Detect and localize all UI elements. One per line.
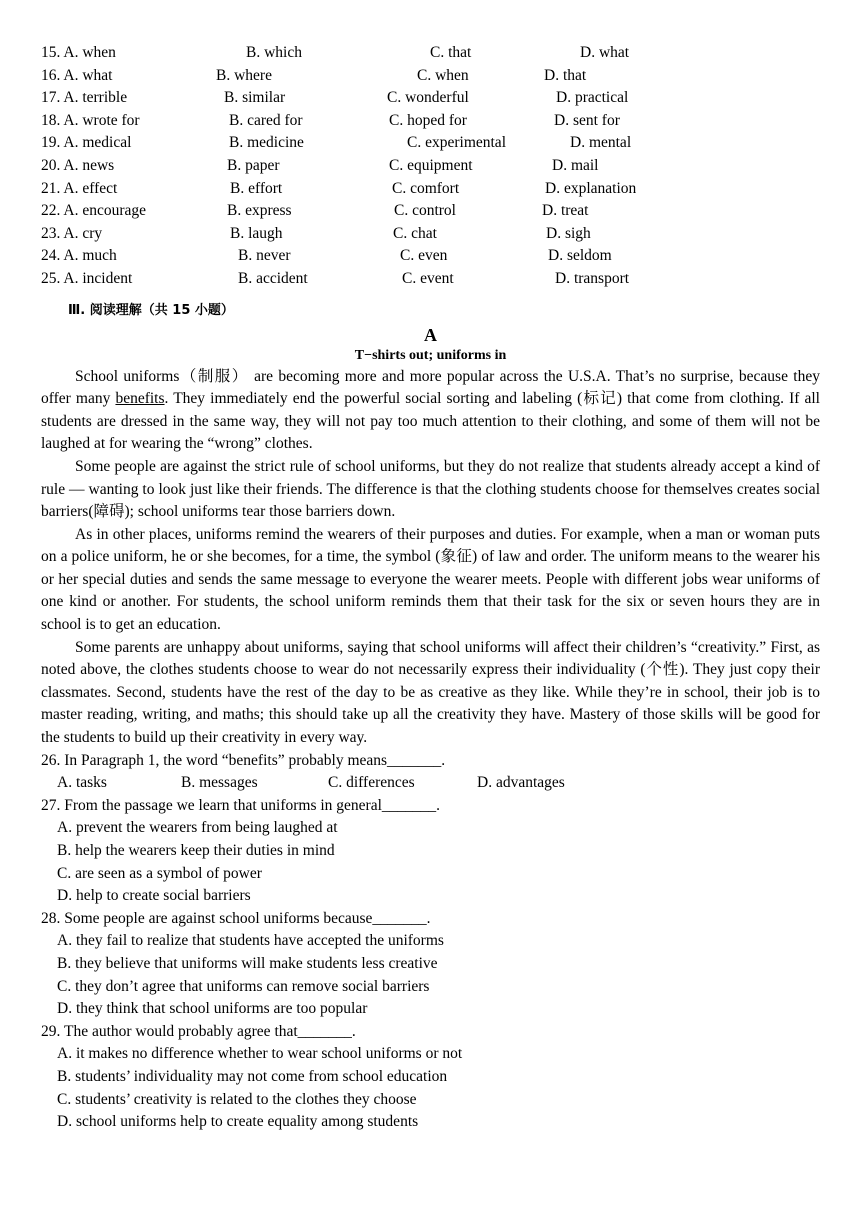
passage-letter: A (424, 324, 437, 345)
option-a: 18. A. wrote for (41, 111, 140, 129)
option-c: C. students’ creativity is related to the clothes they choose (57, 1090, 417, 1108)
option-d: D. seldom (548, 247, 612, 265)
option-b: B. accident (238, 269, 308, 287)
cloze-row-21 (41, 178, 820, 201)
option-a: A. they fail to realize that students have accepted the uniforms (57, 932, 444, 950)
option-a: 21. A. effect (41, 179, 118, 197)
option-d: D. treat (542, 202, 589, 220)
option-c: C. when (417, 66, 469, 84)
option-d: D. transport (555, 269, 630, 287)
option-a: 23. A. cry (41, 224, 103, 242)
option-d: D. what (580, 44, 630, 61)
option-a: A. prevent the wearers from being laughed at (57, 819, 338, 837)
option-a: A. tasks (57, 774, 107, 792)
cloze-options (41, 42, 820, 291)
option-b: B. where (216, 66, 272, 84)
paragraph-1 (41, 366, 820, 456)
option-d: D. advantages (477, 774, 565, 792)
option-a: 17. A. terrible (41, 89, 128, 107)
option-b: B. they believe that uniforms will make students less creative (57, 954, 438, 972)
option-b: B. express (227, 202, 292, 220)
option-b: B. students’ individuality may not come from school education (57, 1067, 448, 1085)
paragraph-3: As in other places, uniforms remind the wearers of their purposes and duties. For example, when a man or woman puts on a police uniform, he or she becomes, for a time, the symbol (象征) of law and order. The uniform means to the wearer his or her special duties and sends the same message to everyone the wearer meets. People with different jobs wear uniforms of one kind or another. For students, the school uniform reminds them that their task for the six or seven hours they are in school is to get an education. (41, 525, 820, 634)
question-26: 26. In Paragraph 1, the word “benefits” probably means_______. (41, 751, 446, 769)
cloze-row-20 (41, 155, 820, 178)
option-b: B. paper (227, 156, 280, 174)
option-d: D. sent for (554, 111, 620, 129)
option-d: D. school uniforms help to create equality among students (57, 1113, 419, 1131)
option-c: C. control (394, 202, 456, 220)
section-heading: Ⅲ. 阅读理解（共 15 小题） (68, 302, 234, 318)
passage-title: T−shirts out; uniforms in (354, 347, 507, 363)
option-c: C. hoped for (389, 111, 467, 129)
option-b: B. similar (224, 89, 286, 107)
option-a: 16. A. what (41, 66, 113, 84)
option-d: D. sigh (546, 224, 591, 242)
question-26-options (41, 772, 820, 795)
option-c: C. wonderful (387, 89, 469, 107)
option-b: B. messages (181, 774, 258, 792)
paragraph-2: Some people are against the strict rule of school uniforms, but they do not realize that students already accept a kind of rule — wanting to look just like their friends. The difference is that the clothing students choose for themselves creates social barriers(障碍); school uniforms tear those barriers down. (41, 457, 820, 521)
option-b: B. which (246, 44, 302, 61)
option-c: C. event (402, 269, 454, 287)
cloze-row-17 (41, 87, 820, 110)
option-d: D. practical (556, 89, 629, 107)
option-a: 15. A. when (41, 44, 116, 61)
option-b: B. medicine (229, 134, 304, 152)
cloze-row-23 (41, 223, 820, 246)
option-c: C. that (430, 44, 472, 61)
option-b: B. never (238, 247, 291, 265)
underlined-word: benefits (115, 390, 165, 408)
paragraph-1-start: School uniforms（制服） are becoming more and more popular across the U.S.A. That’s no surprise, because they offer many (41, 367, 820, 408)
question-28: 28. Some people are against school uniforms because_______. (41, 909, 431, 927)
option-b: B. laugh (230, 224, 283, 242)
question-29: 29. The author would probably agree that_______. (41, 1022, 356, 1040)
option-a: 25. A. incident (41, 269, 133, 287)
option-c: C. even (400, 247, 448, 265)
option-a: 24. A. much (41, 247, 117, 265)
cloze-row-16 (41, 65, 820, 88)
question-27: 27. From the passage we learn that uniforms in general_______. (41, 796, 441, 814)
cloze-row-22 (41, 200, 820, 223)
option-c: C. they don’t agree that uniforms can remove social barriers (57, 977, 430, 995)
option-d: D. mail (552, 156, 599, 174)
paragraph-4: Some parents are unhappy about uniforms, saying that school uniforms will affect their children’s “creativity.” First, as noted above, the clothes students choose to wear do not necessarily express their individuality (个性). They just copy their classmates. Second, students have the rest of the day to be as creative as they like. While they’re in school, their job is to master reading, writing, and maths; this should take up all the creativity they have. Mastery of those skills will be good for the students to build up their creativity in every way. (41, 638, 820, 747)
option-d: D. that (544, 66, 587, 84)
option-b: B. cared for (229, 111, 303, 129)
cloze-row-19 (41, 132, 820, 155)
exam-page (41, 42, 820, 1134)
option-c: C. are seen as a symbol of power (57, 864, 262, 882)
option-a: A. it makes no difference whether to wear school uniforms or not (57, 1045, 463, 1063)
option-d: D. explanation (545, 179, 637, 197)
option-c: C. chat (393, 224, 437, 242)
cloze-row-25 (41, 268, 820, 291)
option-d: D. they think that school uniforms are too popular (57, 1000, 368, 1018)
cloze-row-24 (41, 245, 820, 268)
option-b: B. help the wearers keep their duties in mind (57, 842, 335, 859)
option-c: C. experimental (407, 134, 506, 152)
option-a: 19. A. medical (41, 134, 132, 152)
option-a: 22. A. encourage (41, 202, 147, 220)
cloze-row-15 (41, 42, 820, 65)
option-d: D. mental (570, 134, 632, 152)
option-b: B. effort (230, 179, 283, 197)
option-c: C. equipment (389, 156, 473, 174)
option-c: C. comfort (392, 179, 460, 197)
paragraph-1-end: . They immediately end the powerful social sorting and labeling (标记) that come from clothing. If all students are dressed in the same way, they will not pay too much attention to their clothing, and some of them will not be laughed at for wearing the “wrong” clothes. (41, 390, 820, 453)
option-d: D. help to create social barriers (57, 887, 251, 905)
option-a: 20. A. news (41, 156, 115, 174)
cloze-row-18 (41, 110, 820, 133)
option-c: C. differences (328, 774, 415, 792)
